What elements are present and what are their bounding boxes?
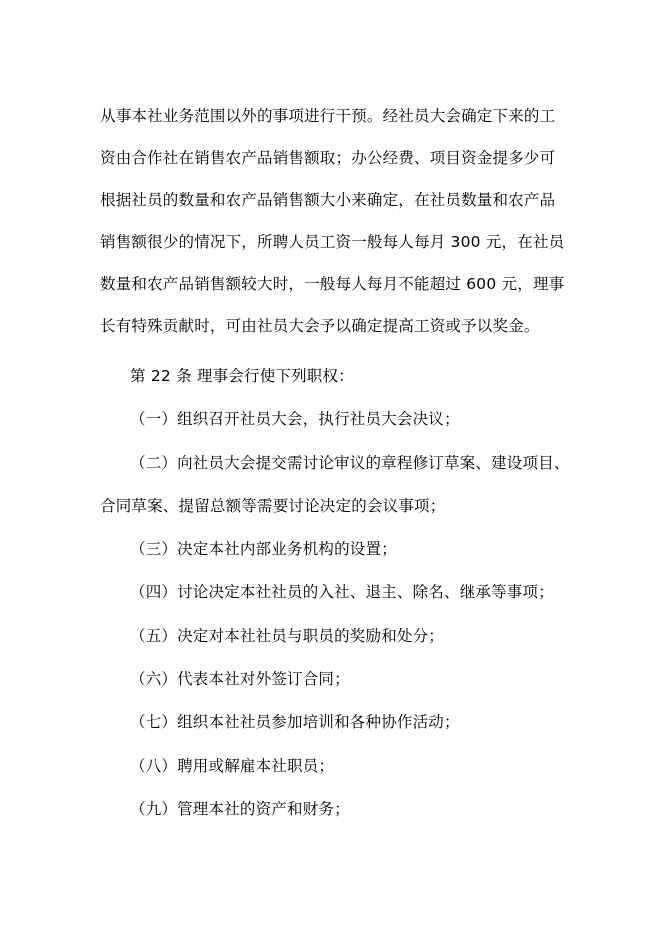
paragraph-line: 根据社员的数量和农产品销售额大小来确定，在社员数量和农产品 <box>100 191 556 209</box>
paragraph-line: 销售额很少的情况下，所聘人员工资一般每人每月 300 元，在社员 <box>100 233 565 251</box>
article-heading: 第 22 条 理事会行使下列职权： <box>130 367 354 385</box>
list-item: （二）向社员大会提交需讨论审议的章程修订草案、建设项目、 <box>130 454 570 472</box>
list-item: （一）组织召开社员大会，执行社员大会决议； <box>130 410 460 428</box>
list-item: （八）聘用或解雇本社职员； <box>130 757 335 775</box>
list-item: （五）决定对本社社员与职员的奖励和处分； <box>130 627 445 645</box>
list-item-continuation: 合同草案、提留总额等需要讨论决定的会议事项； <box>100 497 446 515</box>
paragraph-line: 数量和农产品销售额较大时，一般每人每月不能超过 600 元，理事 <box>100 275 565 293</box>
paragraph-line: 资由合作社在销售农产品销售额取；办公经费、项目资金提多少可 <box>100 149 556 167</box>
paragraph-line: 从事本社业务范围以外的事项进行干预。经社员大会确定下来的工 <box>100 107 556 125</box>
paragraph-line: 长有特殊贡献时，可由社员大会予以确定提高工资或予以奖金。 <box>100 317 540 335</box>
list-item: （六）代表本社对外签订合同； <box>130 670 350 688</box>
list-item: （四）讨论决定本社社员的入社、退主、除名、继承等事项； <box>130 583 554 601</box>
list-item: （三）决定本社内部业务机构的设置； <box>130 540 397 558</box>
list-item: （七）组织本社社员参加培训和各种协作活动； <box>130 713 460 731</box>
list-item: （九）管理本社的资产和财务； <box>130 800 350 818</box>
